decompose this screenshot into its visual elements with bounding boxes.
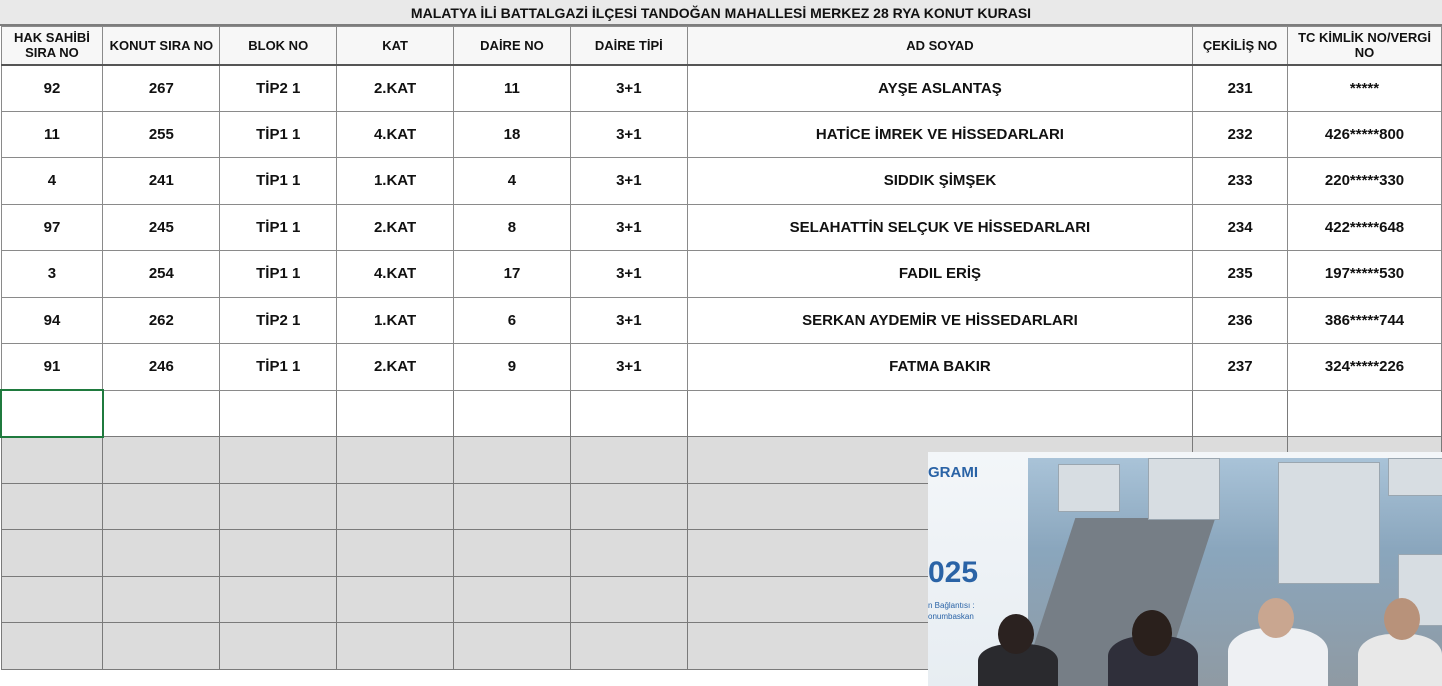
cell-konut-sira[interactable]: 245	[103, 204, 220, 251]
table-row	[1, 297, 1442, 344]
person-silhouette	[1358, 634, 1442, 686]
empty-cell[interactable]	[103, 576, 220, 623]
cell-konut-sira[interactable]: 254	[103, 251, 220, 298]
empty-cell[interactable]	[337, 390, 454, 437]
cell-daire-tipi[interactable]: 3+1	[570, 111, 687, 158]
header-daire-no: DAİRE NO	[454, 27, 571, 65]
cell-daire-tipi[interactable]: 3+1	[570, 65, 687, 112]
empty-cell[interactable]	[220, 483, 337, 530]
cell-blok-no[interactable]: TİP1 1	[220, 158, 337, 205]
empty-cell[interactable]	[570, 530, 687, 577]
cell-blok-no[interactable]: TİP1 1	[220, 204, 337, 251]
person-head	[1132, 610, 1172, 656]
video-overlay	[928, 452, 1442, 686]
empty-cell[interactable]	[570, 390, 687, 437]
empty-cell[interactable]	[220, 530, 337, 577]
empty-cell[interactable]	[337, 623, 454, 670]
cell-cekilis-no[interactable]: 233	[1193, 158, 1288, 205]
person-head	[998, 614, 1034, 654]
overlay-program-text: GRAMI	[928, 464, 978, 481]
empty-cell[interactable]	[220, 623, 337, 670]
person-head	[1258, 598, 1294, 638]
cell-cekilis-no[interactable]: 237	[1193, 344, 1288, 391]
cell-daire-no[interactable]: 18	[454, 111, 571, 158]
cell-tc-kimlik[interactable]: 197*****530	[1288, 251, 1442, 298]
header-ad-soyad: AD SOYAD	[687, 27, 1192, 65]
empty-cell[interactable]	[103, 530, 220, 577]
empty-cell[interactable]	[570, 623, 687, 670]
cell-cekilis-no[interactable]: 235	[1193, 251, 1288, 298]
overlay-link-line2: onumbaskan	[928, 612, 974, 621]
table-row	[1, 344, 1442, 391]
cell-hak-sahibi[interactable]: 97	[1, 204, 103, 251]
cell-ad-soyad[interactable]: SELAHATTİN SELÇUK VE HİSSEDARLARI	[687, 204, 1192, 251]
empty-cell[interactable]	[1, 576, 103, 623]
empty-cell[interactable]	[1, 530, 103, 577]
table-row	[1, 111, 1442, 158]
cell-blok-no[interactable]: TİP2 1	[220, 297, 337, 344]
cell-hak-sahibi[interactable]: 3	[1, 251, 103, 298]
empty-cell[interactable]	[103, 483, 220, 530]
empty-cell[interactable]	[570, 576, 687, 623]
cell-cekilis-no[interactable]: 232	[1193, 111, 1288, 158]
header-daire-tipi: DAİRE TİPİ	[570, 27, 687, 65]
empty-cell[interactable]	[570, 437, 687, 484]
table-row	[1, 158, 1442, 205]
cell-kat[interactable]: 2.KAT	[337, 344, 454, 391]
cell-ad-soyad[interactable]: SERKAN AYDEMİR VE HİSSEDARLARI	[687, 297, 1192, 344]
cell-kat[interactable]: 2.KAT	[337, 65, 454, 112]
empty-cell[interactable]	[687, 390, 1192, 437]
cell-ad-soyad[interactable]: FATMA BAKIR	[687, 344, 1192, 391]
empty-cell[interactable]	[1288, 390, 1442, 437]
building-shape	[1148, 458, 1220, 520]
cell-konut-sira[interactable]: 267	[103, 65, 220, 112]
cell-kat[interactable]: 1.KAT	[337, 158, 454, 205]
empty-cell[interactable]	[454, 530, 571, 577]
empty-cell[interactable]	[1, 437, 103, 484]
header-cekilis-no: ÇEKİLİŞ NO	[1193, 27, 1288, 65]
cell-daire-tipi[interactable]: 3+1	[570, 297, 687, 344]
cell-kat[interactable]: 4.KAT	[337, 111, 454, 158]
empty-cell[interactable]	[1, 483, 103, 530]
empty-cell[interactable]	[103, 623, 220, 670]
cell-ad-soyad[interactable]: FADIL ERİŞ	[687, 251, 1192, 298]
cell-kat[interactable]: 4.KAT	[337, 251, 454, 298]
cell-daire-no[interactable]: 9	[454, 344, 571, 391]
cell-konut-sira[interactable]: 255	[103, 111, 220, 158]
empty-cell[interactable]	[454, 576, 571, 623]
table-row	[1, 65, 1442, 112]
cell-tc-kimlik[interactable]: 324*****226	[1288, 344, 1442, 391]
empty-cell[interactable]	[220, 576, 337, 623]
cell-daire-tipi[interactable]: 3+1	[570, 344, 687, 391]
overlay-link-line1: n Bağlantısı :	[928, 601, 975, 610]
empty-cell[interactable]	[220, 437, 337, 484]
cell-konut-sira[interactable]: 262	[103, 297, 220, 344]
cell-konut-sira[interactable]: 246	[103, 344, 220, 391]
sheet-title: MALATYA İLİ BATTALGAZİ İLÇESİ TANDOĞAN MAHALLESİ MERKEZ 28 RYA KONUT KURASI	[0, 0, 1442, 26]
empty-cell[interactable]	[454, 483, 571, 530]
header-kat: KAT	[337, 27, 454, 65]
building-shape	[1278, 462, 1380, 584]
cell-kat[interactable]: 1.KAT	[337, 297, 454, 344]
cell-ad-soyad[interactable]: SIDDIK ŞİMŞEK	[687, 158, 1192, 205]
cell-tc-kimlik[interactable]: *****	[1288, 65, 1442, 112]
empty-cell[interactable]	[337, 437, 454, 484]
empty-cell[interactable]	[1193, 390, 1288, 437]
overlay-year-text: 025	[928, 556, 979, 589]
building-shape	[1058, 464, 1120, 512]
cell-ad-soyad[interactable]: AYŞE ASLANTAŞ	[687, 65, 1192, 112]
cell-daire-tipi[interactable]: 3+1	[570, 204, 687, 251]
cell-blok-no[interactable]: TİP1 1	[220, 111, 337, 158]
header-hak-sahibi: HAK SAHİBİ SIRA NO	[1, 27, 103, 65]
empty-cell[interactable]	[220, 390, 337, 437]
cell-tc-kimlik[interactable]: 386*****744	[1288, 297, 1442, 344]
cell-blok-no[interactable]: TİP1 1	[220, 251, 337, 298]
cell-cekilis-no[interactable]: 231	[1193, 65, 1288, 112]
building-shape	[1388, 458, 1442, 496]
cell-ad-soyad[interactable]: HATİCE İMREK VE HİSSEDARLARI	[687, 111, 1192, 158]
empty-cell[interactable]	[103, 390, 220, 437]
table-row	[1, 204, 1442, 251]
header-konut-sira: KONUT SIRA NO	[103, 27, 220, 65]
empty-cell[interactable]	[337, 576, 454, 623]
cell-hak-sahibi[interactable]: 92	[1, 65, 103, 112]
cell-kat[interactable]: 2.KAT	[337, 204, 454, 251]
empty-cell[interactable]	[1, 623, 103, 670]
table-row	[1, 251, 1442, 298]
cell-daire-no[interactable]: 8	[454, 204, 571, 251]
empty-cell[interactable]	[103, 437, 220, 484]
cell-cekilis-no[interactable]: 234	[1193, 204, 1288, 251]
header-blok-no: BLOK NO	[220, 27, 337, 65]
empty-cell[interactable]	[454, 623, 571, 670]
header-tc-kimlik: TC KİMLİK NO/VERGİ NO	[1288, 27, 1442, 65]
empty-cell[interactable]	[454, 390, 571, 437]
cell-konut-sira[interactable]: 241	[103, 158, 220, 205]
cell-hak-sahibi[interactable]: 94	[1, 297, 103, 344]
empty-cell[interactable]	[337, 483, 454, 530]
empty-cell[interactable]	[570, 483, 687, 530]
cell-blok-no[interactable]: TİP2 1	[220, 65, 337, 112]
cell-daire-no[interactable]: 4	[454, 158, 571, 205]
overlay-link-text	[928, 600, 975, 622]
cell-hak-sahibi[interactable]: 4	[1, 158, 103, 205]
cell-hak-sahibi[interactable]: 91	[1, 344, 103, 391]
person-head	[1384, 598, 1420, 640]
cell-daire-tipi[interactable]: 3+1	[570, 158, 687, 205]
cell-hak-sahibi[interactable]: 11	[1, 111, 103, 158]
empty-row	[1, 390, 1442, 437]
cell-daire-no[interactable]: 6	[454, 297, 571, 344]
cell-blok-no[interactable]: TİP1 1	[220, 344, 337, 391]
cell-tc-kimlik[interactable]: 422*****648	[1288, 204, 1442, 251]
cell-daire-no[interactable]: 17	[454, 251, 571, 298]
cell-daire-no[interactable]: 11	[454, 65, 571, 112]
cell-daire-tipi[interactable]: 3+1	[570, 251, 687, 298]
cell-cekilis-no[interactable]: 236	[1193, 297, 1288, 344]
cell-tc-kimlik[interactable]: 426*****800	[1288, 111, 1442, 158]
empty-cell[interactable]	[337, 530, 454, 577]
selected-empty-cell[interactable]	[1, 390, 103, 437]
empty-cell[interactable]	[454, 437, 571, 484]
cell-tc-kimlik[interactable]: 220*****330	[1288, 158, 1442, 205]
header-row	[1, 27, 1442, 65]
